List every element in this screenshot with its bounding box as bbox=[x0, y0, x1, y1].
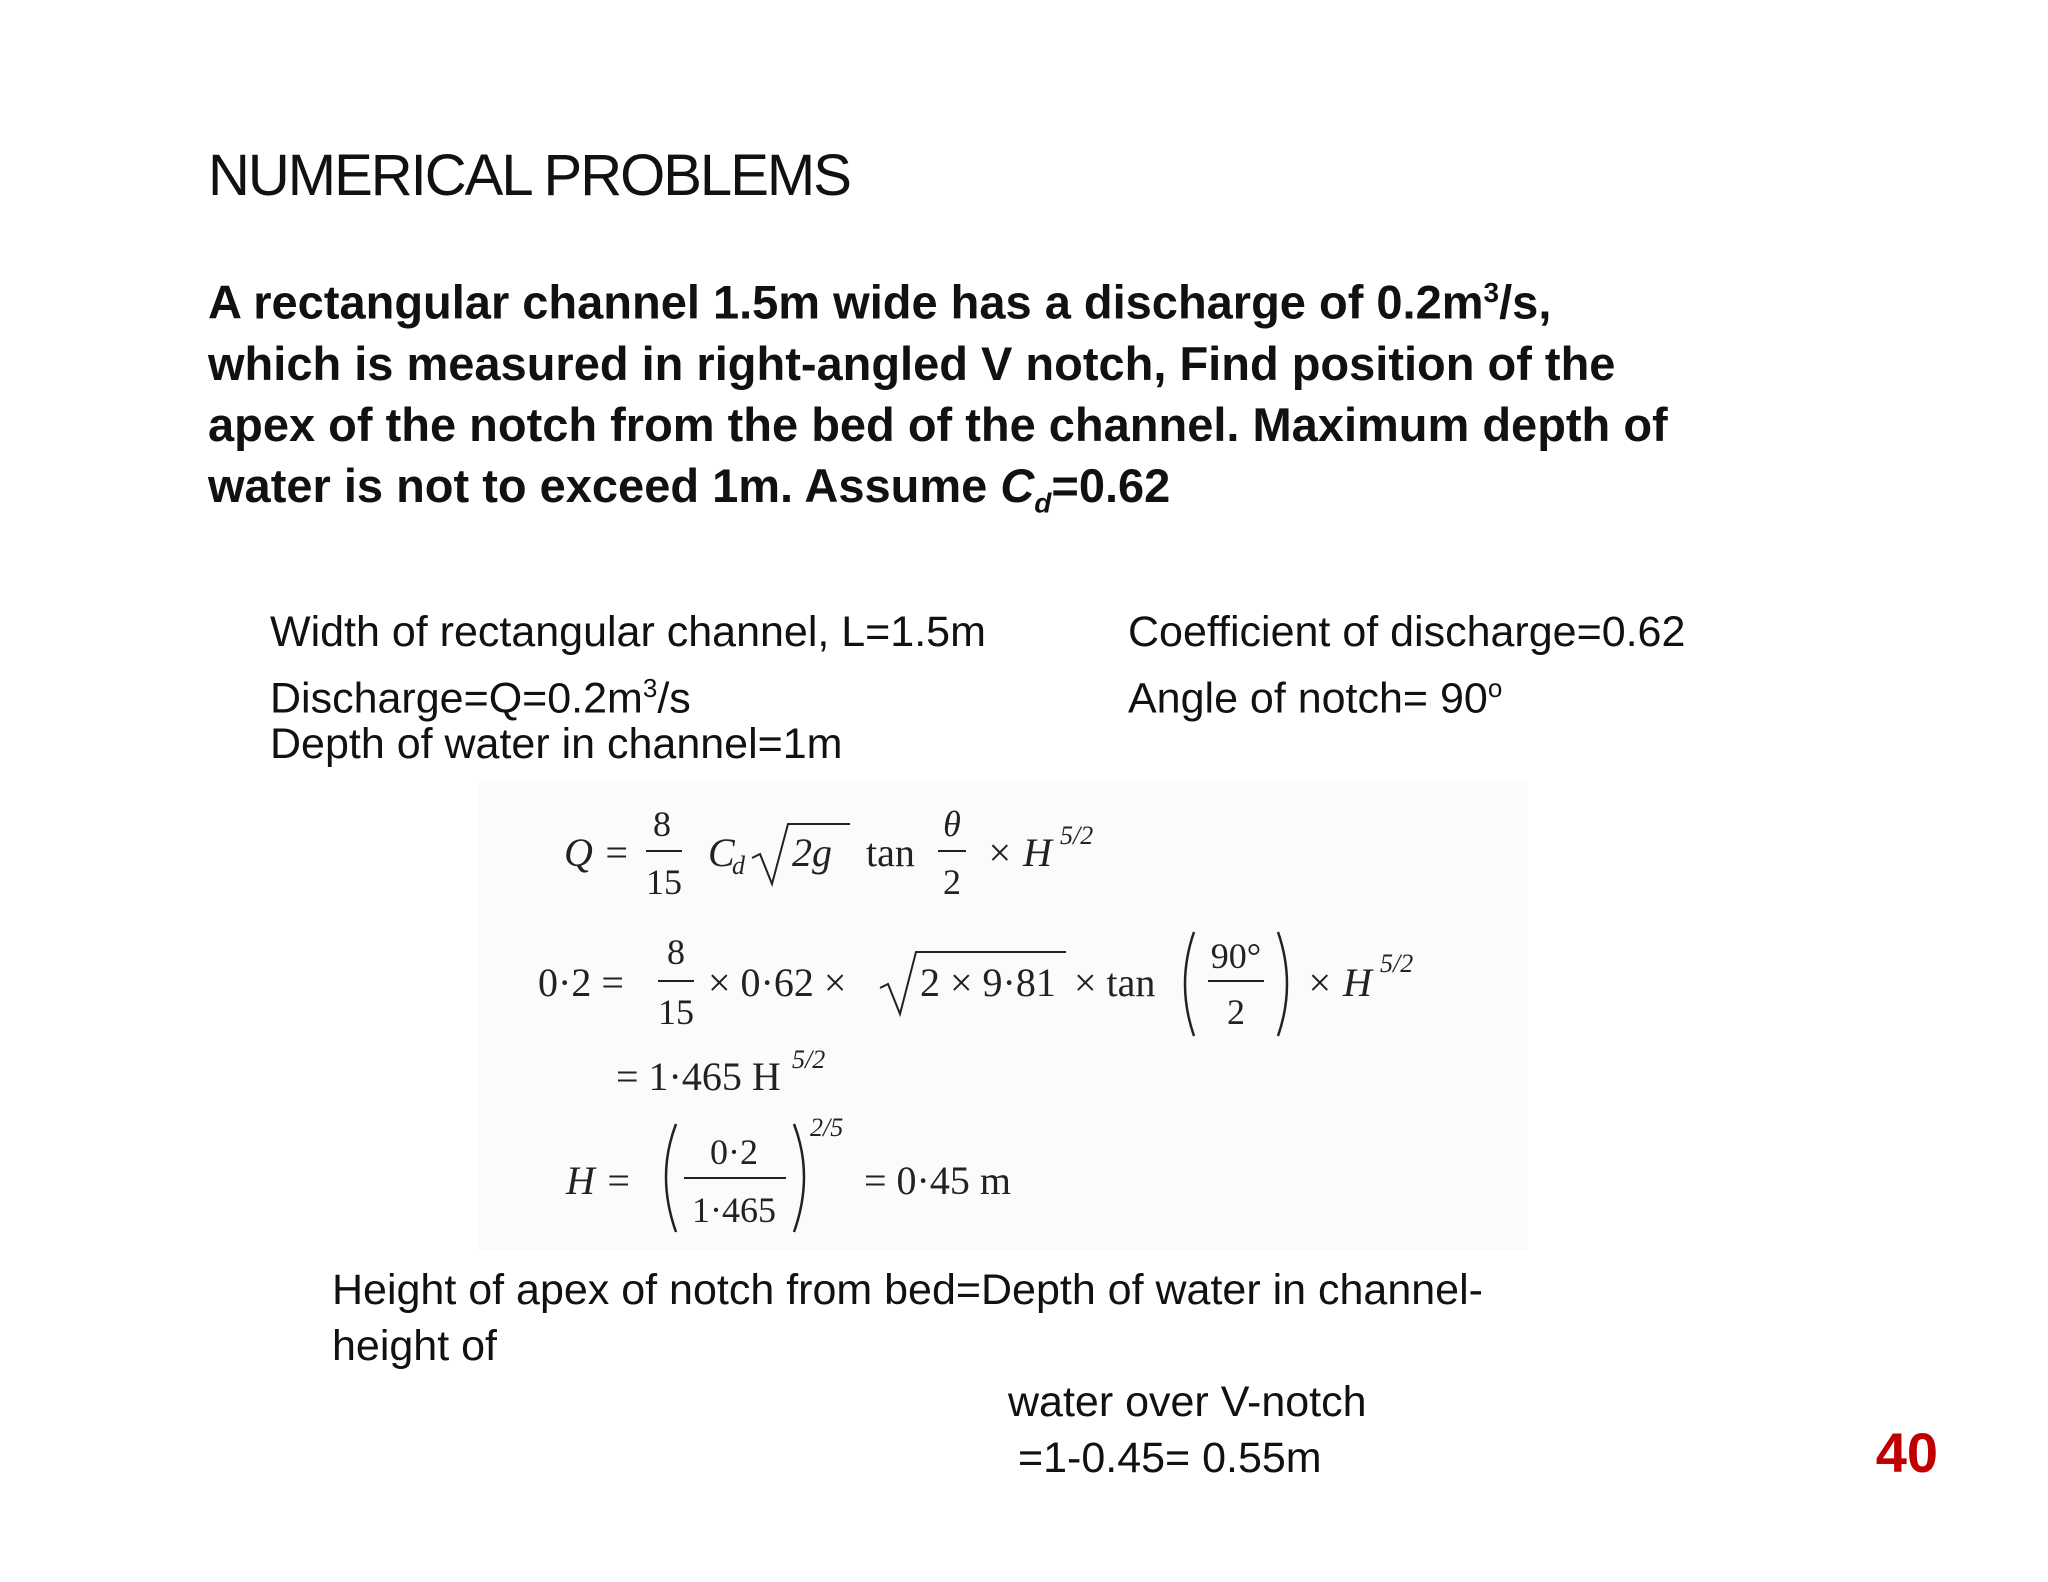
equation-4 bbox=[565, 1113, 1011, 1232]
svg-text:2/5: 2/5 bbox=[810, 1113, 844, 1142]
given-width: Width of rectangular channel, L=1.5m bbox=[270, 608, 986, 656]
svg-text:1·465: 1·465 bbox=[692, 1190, 776, 1230]
svg-text:0·2: 0·2 bbox=[710, 1132, 758, 1172]
svg-text:15: 15 bbox=[658, 992, 694, 1032]
svg-text:5/2: 5/2 bbox=[792, 1045, 826, 1074]
svg-text:Q =: Q = bbox=[564, 830, 630, 875]
svg-text:= 1·465 H: = 1·465 H bbox=[616, 1054, 781, 1099]
svg-text:2: 2 bbox=[1227, 992, 1245, 1032]
svg-text:= 0·45 m: = 0·45 m bbox=[864, 1158, 1011, 1203]
svg-text:H =: H = bbox=[566, 1158, 632, 1203]
svg-text:2 × 9·81: 2 × 9·81 bbox=[920, 960, 1056, 1005]
svg-text:θ: θ bbox=[943, 804, 961, 844]
result-line-1: Height of apex of notch from bed=Depth of water in channel- bbox=[332, 1266, 1483, 1314]
problem-line-1: A rectangular channel 1.5m wide has a discharge of $0.2m^3/s$, bbox=[208, 275, 1552, 329]
page-number: 40 bbox=[1875, 1421, 1938, 1484]
given-discharge: $Discharge=Q=0.2m^3/s$ bbox=[270, 673, 691, 723]
problem-line-2: which is measured in right-angled V notch, Find position of the bbox=[208, 336, 1616, 390]
svg-text:15: 15 bbox=[646, 862, 682, 902]
svg-text:× tan: × tan bbox=[1074, 960, 1156, 1005]
result-line-2: height of bbox=[332, 1322, 497, 1370]
result-line-4: =1-0.45= 0.55m bbox=[1018, 1434, 1322, 1482]
result-line-3: water over V-notch bbox=[1008, 1378, 1367, 1426]
given-coefficient: Coefficient of discharge=0.62 bbox=[1128, 608, 1686, 656]
equation-2 bbox=[538, 932, 1413, 1036]
svg-text:5/2: 5/2 bbox=[1060, 821, 1094, 850]
svg-text:2: 2 bbox=[943, 862, 961, 902]
slide-title: NUMERICAL PROBLEMS bbox=[208, 143, 850, 208]
svg-text:C: C bbox=[708, 830, 735, 875]
svg-text:tan: tan bbox=[866, 830, 915, 875]
svg-text:8: 8 bbox=[653, 804, 671, 844]
svg-text:90°: 90° bbox=[1210, 936, 1262, 976]
svg-text:0·2 =: 0·2 = bbox=[538, 960, 624, 1005]
problem-line-3: apex of the notch from the bed of the channel. Maximum depth of bbox=[208, 397, 1668, 451]
svg-text:× H: × H bbox=[986, 830, 1052, 875]
given-depth: Depth of water in channel=1m bbox=[270, 720, 843, 768]
svg-text:5/2: 5/2 bbox=[1380, 949, 1414, 978]
given-angle: Angle of notch= $90^o$ bbox=[1128, 673, 1503, 723]
svg-text:× 0·62 ×: × 0·62 × bbox=[708, 960, 847, 1005]
equation-3 bbox=[616, 1045, 825, 1099]
svg-text:× H: × H bbox=[1306, 960, 1372, 1005]
equation-1 bbox=[564, 804, 1093, 902]
svg-text:8: 8 bbox=[667, 932, 685, 972]
problem-line-4: water is not to exceed 1m. Assume $C_d=0.62$ bbox=[208, 458, 1171, 519]
svg-text:2g: 2g bbox=[792, 830, 832, 875]
svg-text:d: d bbox=[732, 851, 745, 880]
